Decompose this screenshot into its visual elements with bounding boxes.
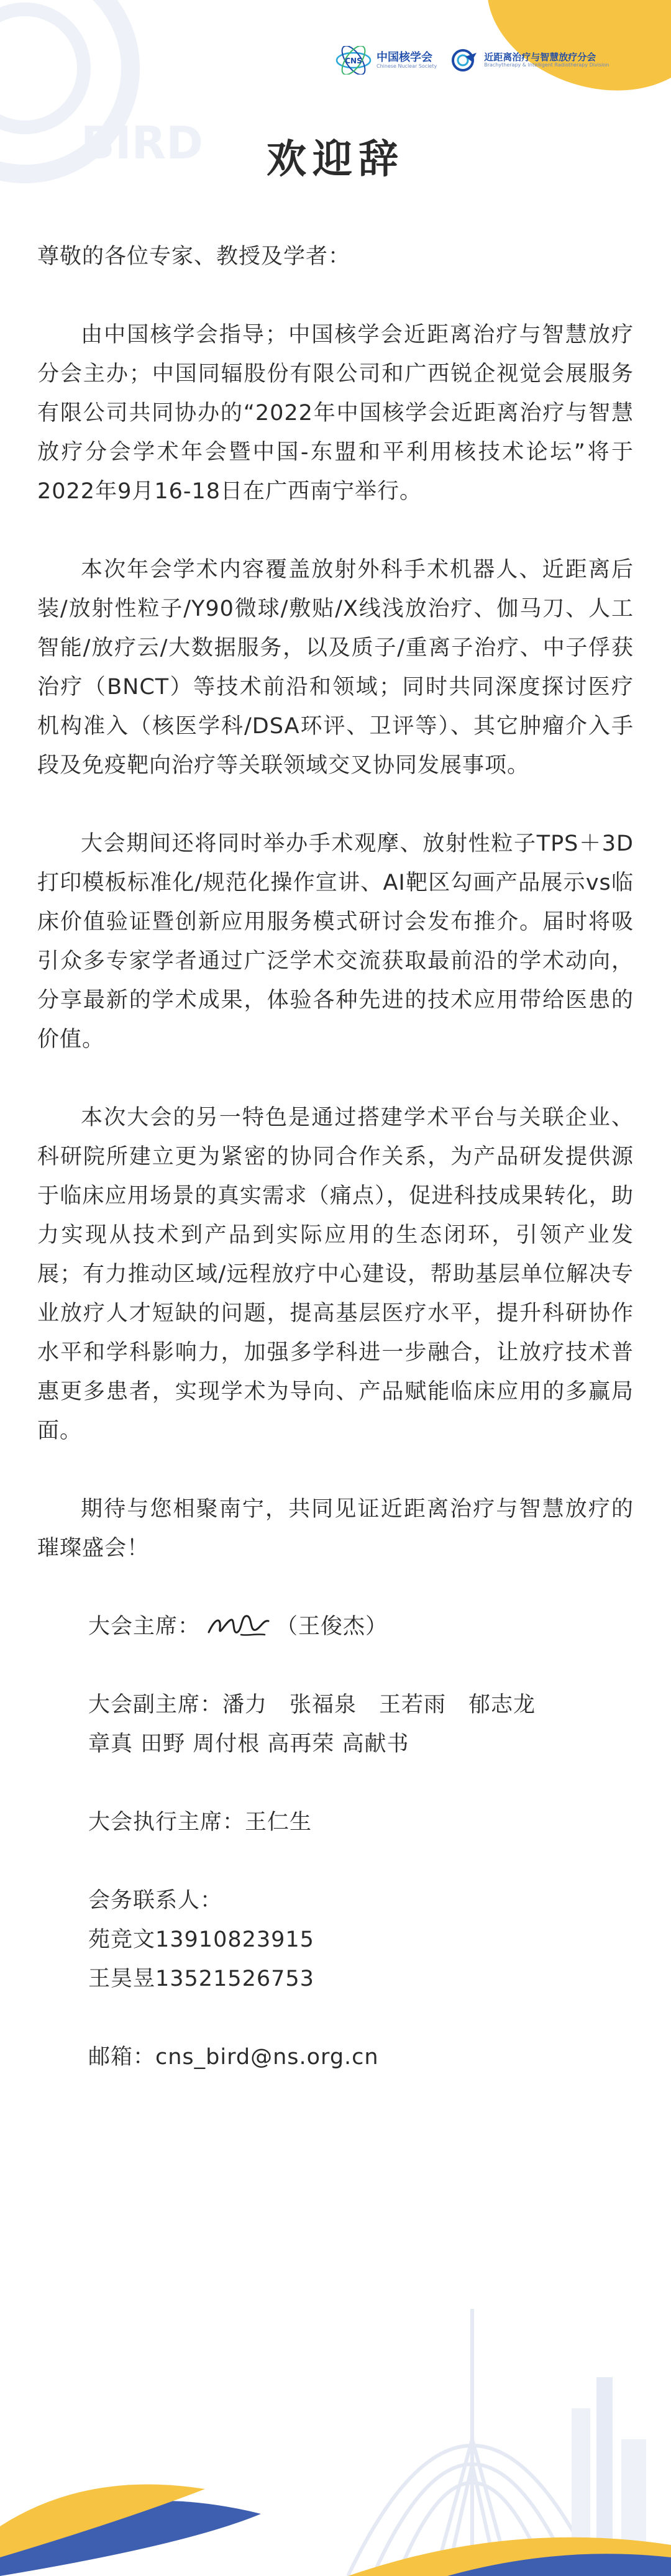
logo2-english: Brachytherapy & Intelligent Radiotherapy Division <box>484 62 609 68</box>
watermark-text: BIRD <box>81 117 203 169</box>
cns-emblem-icon <box>336 46 372 75</box>
logo2-name: 近距离治疗与智慧放疗分会 <box>484 52 596 63</box>
logo1-name: 中国核学会 <box>377 50 432 64</box>
header-logos <box>336 39 659 82</box>
contact-1: 苑竞文13910823915 <box>88 1927 314 1952</box>
paragraph-topics: 本次年会学术内容覆盖放射外科手术机器人、近距离后装/放射性粒子/Y90微球/敷贴/X线浅放治疗、伽马刀、人工智能/放疗云/大数据服务，以及质子/重离子治疗、中子俘获治疗（BNCT）等技术前沿和领域；同时共同深度探讨医疗机构准入（核医学科/DSA环评、卫评等）、其它肿瘤介入手段及免疫靶向治疗等关联领域交叉协同发展事项。 <box>37 557 634 778</box>
page-title: 欢迎辞 <box>267 137 404 183</box>
greeting: 尊敬的各位专家、教授及学者： <box>37 244 351 269</box>
contact-2: 王昊昱13521526753 <box>88 1966 314 1991</box>
contacts <box>37 1881 634 1999</box>
email: 邮箱：cns_bird@ns.org.cn <box>88 2045 379 2070</box>
paragraph-activities: 大会期间还将同时举办手术观摩、放射性粒子TPS＋3D打印模板标准化/规范化操作宣讲、AI靶区勾画产品展示vs临床价值验证暨创新应用服务模式研讨会发布推介。届时将吸引众多专家学者通过广泛学术交流获取最前沿的学术动向，分享最新的学术成果，体验各种先进的技术应用带给医患的价值。 <box>37 831 634 1052</box>
contacts-label: 会务联系人： <box>88 1888 223 1913</box>
vice-chairs <box>37 1686 634 1764</box>
chair-name: （王俊杰） <box>276 1614 388 1639</box>
paragraph-organizers: 由中国核学会指导；中国核学会近距离治疗与智慧放疗分会主办；中国同辐股份有限公司和广西锐企视觉会展服务有限公司共同协办的“2022年中国核学会近距离治疗与智慧放疗分会学术年会暨中国-东盟和平利用核技术论坛”将于2022年9月16-18日在广西南宁举行。 <box>37 322 634 504</box>
svg-text:CNS: CNS <box>345 57 362 65</box>
bird-emblem-icon <box>450 48 479 73</box>
vice-chairs-line2: 章真 田野 周付根 高再荣 高献书 <box>88 1732 409 1756</box>
logo1-english: Chinese Nuclear Society <box>377 63 437 69</box>
paragraph-closing: 期待与您相聚南宁，共同见证近距离治疗与智慧放疗的璀璨盛会！ <box>37 1497 634 1561</box>
executive-chair: 大会执行主席：王仁生 <box>88 1810 313 1835</box>
chair-row <box>37 1607 634 1647</box>
chair-label: 大会主席： <box>88 1614 201 1639</box>
skyline-decoration <box>0 2253 671 2576</box>
cns-logo <box>336 46 437 75</box>
paragraph-features: 本次大会的另一特色是通过搭建学术平台与关联企业、科研院所建立更为紧密的协同合作关系，为产品研发提供源于临床应用场景的真实需求（痛点），促进科技成果转化，助力实现从技术到产品到实际应用的生态闭环，引领产业发展；有力推动区域/远程放疗中心建设，帮助基层单位解决专业放疗人才短缺的问题，提高基层医疗水平，提升科研协作水平和学科影响力，加强多学科进一步融合，让放疗技术普惠更多患者，实现学术为导向、产品赋能临床应用的多赢局面。 <box>37 1105 634 1443</box>
bird-logo <box>450 48 609 73</box>
chair-signature <box>204 1607 272 1647</box>
welcome-letter <box>37 237 634 2077</box>
vice-chairs-line1: 大会副主席：潘力 张福泉 王若雨 郁志龙 <box>88 1692 536 1717</box>
